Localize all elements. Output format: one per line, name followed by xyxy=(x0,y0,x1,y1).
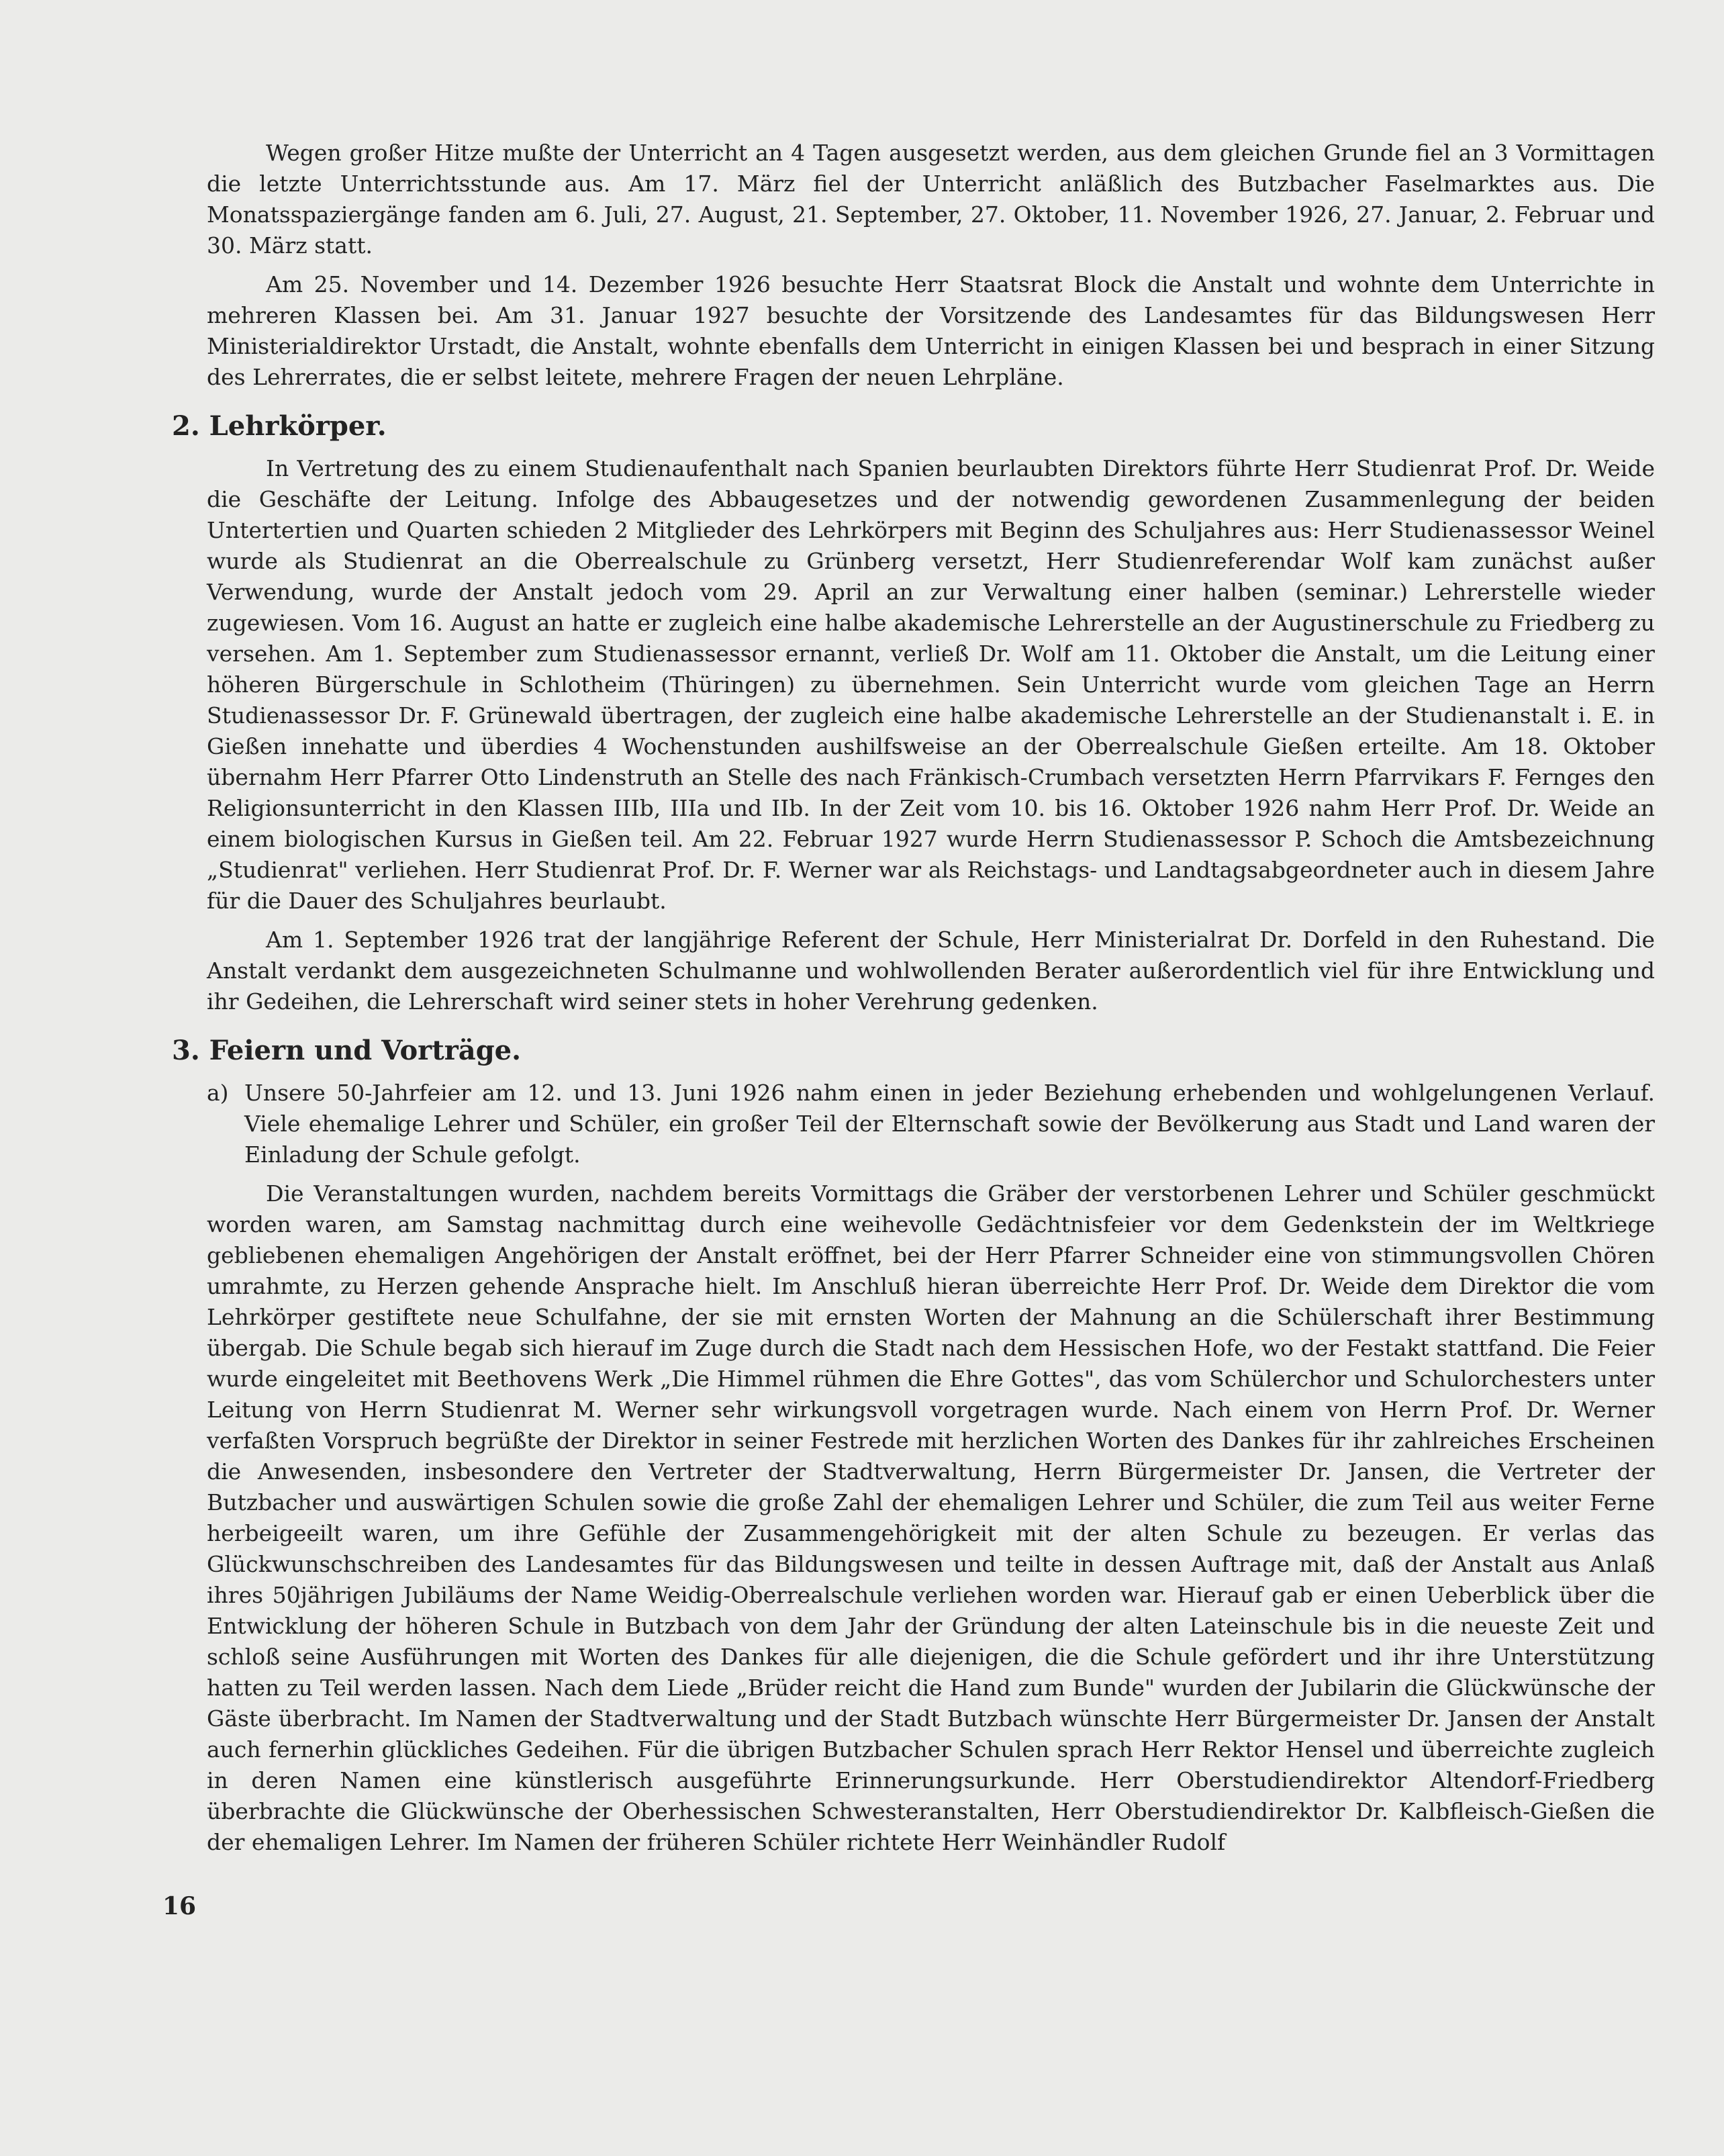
paragraph-anniversary-events: Die Veranstaltungen wurden, nachdem bereits Vormittags die Gräber der verstorbenen Lehrer und Schüler geschmückt worden waren, am Samstag nachmittag durch eine weihevolle Gedächtnisfeier vor dem Gedenkstein der im Weltkriege gebliebenen ehemaligen Angehörigen der Anstalt eröffnet, bei der Herr Pfarrer Schneider eine von stimmungsvollen Chören umrahmte, zu Herzen gehende Ansprache hielt. Im Anschluß hieran überreichte Herr Prof. Dr. Weide dem Direktor die vom Lehrkörper gestiftete neue Schulfahne, der sie mit ernsten Worten der Mahnung an die Schülerschaft ihrer Bestimmung übergab. Die Schule begab sich hierauf im Zuge durch die Stadt nach dem Hessischen Hofe, wo der Festakt stattfand. Die Feier wurde eingeleitet mit Beethovens Werk „Die Himmel rühmen die Ehre Gottes", das vom Schülerchor und Schulorchesters unter Leitung von Herrn Studienrat M. Werner sehr wirkungsvoll vorgetragen wurde. Nach einem von Herrn Prof. Dr. Werner verfaßten Vorspruch begrüßte der Direktor in seiner Festrede mit herzlichen Worten des Dankes für ihr zahlreiches Erscheinen die Anwesenden, insbesondere den Vertreter der Stadtverwaltung, Herrn Bürgermeister Dr. Jansen, die Vertreter der Butzbacher und auswärtigen Schulen sowie die große Zahl der ehemaligen Lehrer und Schüler, die zum Teil aus weiter Ferne herbeigeeilt waren, um ihre Gefühle der Zusammengehörigkeit mit der alten Schule zu bezeugen. Er verlas das Glückwunschschreiben des Landesamtes für das Bildungswesen und teilte in dessen Auftrage mit, daß der Anstalt aus Anlaß ihres 50jährigen Jubiläums der Name Weidig-Oberrealschule verliehen worden war. Hierauf gab er einen Ueberblick über die Entwicklung der höheren Schule in Butzbach von dem Jahr der Gründung der alten Lateinschule bis in die neueste Zeit und schloß seine Ausführungen mit Worten des Dankes für alle diejenigen, die die Schule gefördert und ihr ihre Unterstützung hatten zu Teil werden lassen. Nach dem Liede „Brüder reicht die Hand zum Bunde" wurden der Jubilarin die Glückwünsche der Gäste überbracht. Im Namen der Stadtverwaltung und der Stadt Butzbach wünschte Herr Bürgermeister Dr. Jansen der Anstalt auch fernerhin glückliches Gedeihen. Für die übrigen Butzbacher Schulen sprach Herr Rektor Hensel und überreichte zugleich in deren Namen eine künstlerisch ausgeführte Erinnerungsurkunde. Herr Oberstudiendirektor Altendorf-Friedberg überbrachte die Glückwünsche der Oberhessischen Schwesteranstalten, Herr Oberstudiendirektor Dr. Kalbfleisch-Gießen die der ehemaligen Lehrer. Im Namen der früheren Schüler richtete Herr Weinhändler Rudolf xyxy=(207,1180,1655,1855)
document-body xyxy=(172,138,1655,1858)
section-heading-lehrkoerper: 2. Lehrkörper. xyxy=(172,410,387,442)
list-item-a-text: Unsere 50-Jahrfeier am 12. und 13. Juni 1926 nahm einen in jeder Beziehung erhebenden und wohlgelungenen Verlauf. Viele ehemalige Lehrer und Schüler, ein großer Teil der Elternschaft sowie der Bevölkerung aus Stadt und Land waren der Einladung der Schule gefolgt. xyxy=(244,1080,1655,1168)
paragraph-visits: Am 25. November und 14. Dezember 1926 besuchte Herr Staatsrat Block die Anstalt und wohnte dem Unterrichte in mehreren Klassen bei. Am 31. Januar 1927 besuchte der Vorsitzende des Landesamtes für das Bildungswesen Herr Ministerialdirektor Urstadt, die Anstalt, wohnte ebenfalls dem Unterricht in einigen Klassen bei und besprach in einer Sitzung des Lehrerrates, die er selbst leitete, mehrere Fragen der neuen Lehrpläne. xyxy=(207,271,1655,390)
paragraph-referent-retirement: Am 1. September 1926 trat der langjährige Referent der Schule, Herr Ministerialrat Dr. Dorfeld in den Ruhestand. Die Anstalt verdankt dem ausgezeichneten Schulmanne und wohlwollenden Berater außerordentlich viel für ihre Entwicklung und ihr Gedeihen, die Lehrerschaft wird seiner stets in hoher Verehrung gedenken. xyxy=(207,927,1655,1015)
paragraph-weather-excursions: Wegen großer Hitze mußte der Unterricht an 4 Tagen ausgesetzt werden, aus dem gleichen Grunde fiel an 3 Vormittagen die letzte Unterrichtsstunde aus. Am 17. März fiel der Unterricht anläßlich des Butzbacher Faselmarktes aus. Die Monatsspaziergänge fanden am 6. Juli, 27. August, 21. September, 27. Oktober, 11. November 1926, 27. Januar, 2. Februar und 30. März statt. xyxy=(207,140,1655,259)
list-marker-a: a) xyxy=(207,1080,229,1106)
section-heading-feiern: 3. Feiern und Vorträge. xyxy=(172,1035,522,1066)
page-number: 16 xyxy=(162,1892,197,1920)
paragraph-staff-changes: In Vertretung des zu einem Studienaufenthalt nach Spanien beurlaubten Direktors führte Herr Studienrat Prof. Dr. Weide die Geschäfte der Leitung. Infolge des Abbaugesetzes und der notwendig gewordenen Zusammenlegung der beiden Untertertien und Quarten schieden 2 Mitglieder des Lehrkörpers mit Beginn des Schuljahres aus: Herr Studienassessor Weinel wurde als Studienrat an die Oberrealschule zu Grünberg versetzt, Herr Studienreferendar Wolf kam zunächst außer Verwendung, wurde der Anstalt jedoch vom 29. April an zur Verwaltung einer halben (seminar.) Lehrerstelle wieder zugewiesen. Vom 16. August an hatte er zugleich eine halbe akademische Lehrerstelle an der Augustinerschule zu Friedberg zu versehen. Am 1. September zum Studienassessor ernannt, verließ Dr. Wolf am 11. Oktober die Anstalt, um die Leitung einer höheren Bürgerschule in Schlotheim (Thüringen) zu übernehmen. Sein Unterricht wurde vom gleichen Tage an Herrn Studienassessor Dr. F. Grünewald übertragen, der zugleich eine halbe akademische Lehrerstelle an der Studienanstalt i. E. in Gießen innehatte und überdies 4 Wochenstunden aushilfsweise an der Oberrealschule Gießen erteilte. Am 18. Oktober übernahm Herr Pfarrer Otto Lindenstruth an Stelle des nach Fränkisch-Crumbach versetzten Herrn Pfarrvikars F. Fernges den Religionsunterricht in den Klassen IIIb, IIIa und IIb. In der Zeit vom 10. bis 16. Oktober 1926 nahm Herr Prof. Dr. Weide an einem biologischen Kursus in Gießen teil. Am 22. Februar 1927 wurde Herrn Studienassessor P. Schoch die Amtsbezeichnung „Studienrat" verliehen. Herr Studienrat Prof. Dr. F. Werner war als Reichstags- und Landtagsabgeordneter auch in diesem Jahre für die Dauer des Schuljahres beurlaubt. xyxy=(207,455,1655,914)
list-item-a xyxy=(207,1078,1655,1170)
